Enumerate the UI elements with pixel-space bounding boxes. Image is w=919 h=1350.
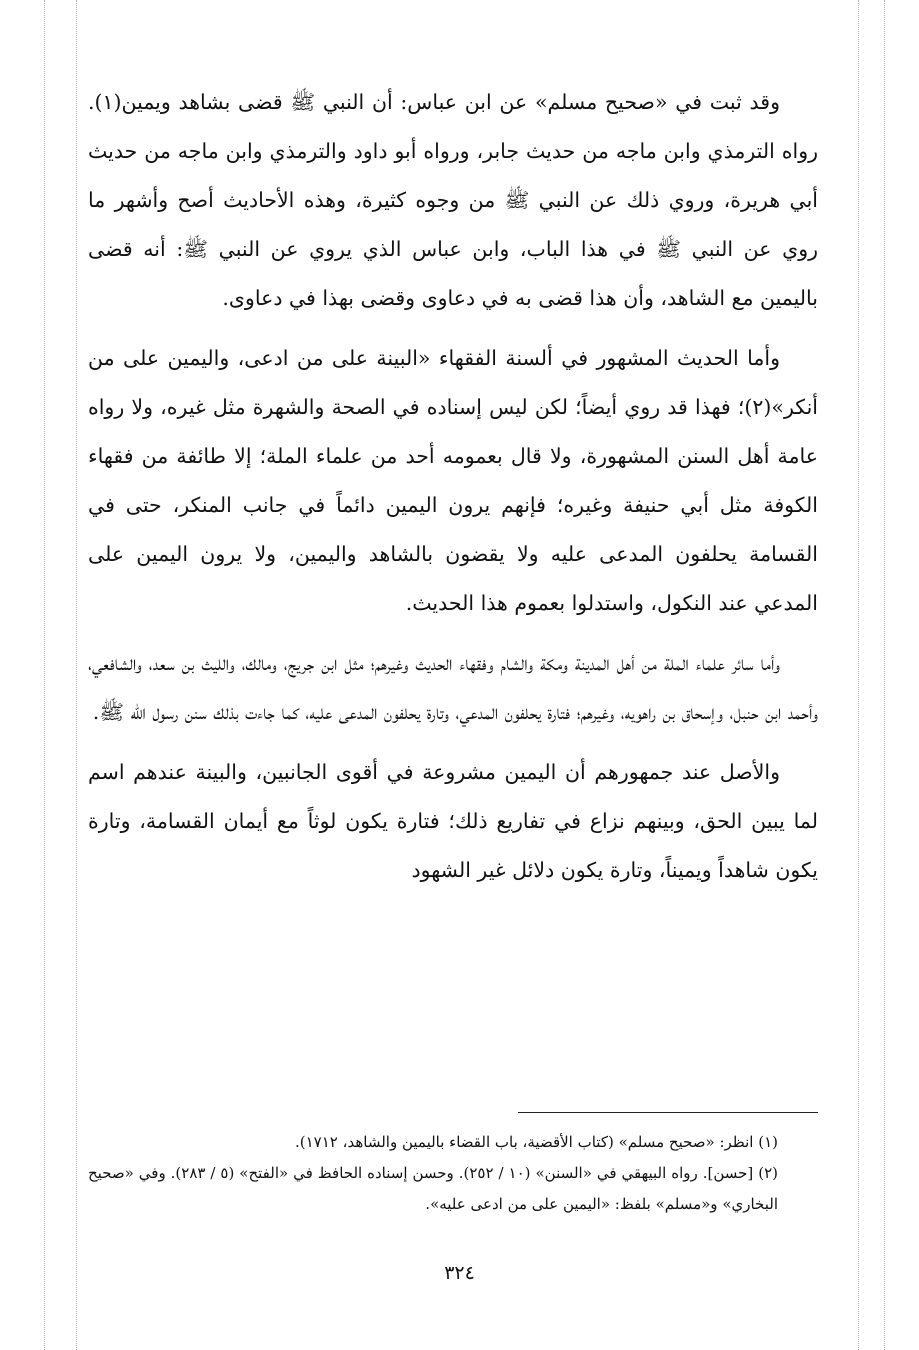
- paragraph-2: وأما الحديث المشهور في ألسنة الفقهاء «البينة على من ادعى، واليمين على من أنكر»(٢)؛ فهذا قد روي أيضاً؛ لكن ليس إسناده في الصحة والشهرة مثل غيره، ولا رواه عامة أهل السنن المشهورة، ولا قال بعمومه أحد من علماء الملة؛ إلا طائفة من فقهاء الكوفة مثل أبي حنيفة وغيره؛ فإنهم يرون اليمين دائماً في جانب المنكر، حتى في القسامة يحلفون المدعى عليه ولا يقضون بالشاهد واليمين، ولا يرون اليمين على المدعي عند النكول، واستدلوا بعموم هذا الحديث.: [88, 346, 818, 615]
- scan-edge-right-outer: [884, 0, 885, 1350]
- paragraph-1: وقد ثبت في «صحيح مسلم» عن ابن عباس: أن النبي ﷺ قضى بشاهد ويمين(١). رواه الترمذي وابن ماجه من حديث جابر، ورواه أبو داود والترمذي وابن ماجه من حديث أبي هريرة، وروي ذلك عن النبي ﷺ من وجوه كثيرة، وهذه الأحاديث أصح وأشهر ما روي عن النبي ﷺ في هذا الباب، وابن عباس الذي يروي عن النبي ﷺ: أنه قضى باليمين مع الشاهد، وأن هذا قضى به في دعاوى وقضى بهذا في دعاوى.: [88, 90, 818, 310]
- footnotes: [88, 1112, 818, 1220]
- footnote-2: (٢) [حسن]. رواه البيهقي في «السنن» (١٠ / ٢٥٢). وحسن إسناده الحافظ في «الفتح» (٥ / ٢٨٣). وفي «صحيح البخاري» و«مسلم» بلفظ: «اليمين على من ادعى عليه».: [88, 1164, 778, 1213]
- scan-edge-right-inner: [858, 0, 859, 1350]
- footnote-1: (١) انظر: «صحيح مسلم» (كتاب الأقضية، باب القضاء باليمين والشاهد، ١٧١٢).: [295, 1133, 778, 1151]
- footnote-separator: [518, 1112, 818, 1113]
- scan-edge-left-inner: [76, 0, 77, 1350]
- paragraph-4: والأصل عند جمهورهم أن اليمين مشروعة في أقوى الجانبين، والبينة عندهم اسم لما يبين الحق، وبينهم نزاع في تفاريع ذلك؛ فتارة يكون لوثاً مع أيمان القسامة، وتارة يكون شاهداً ويميناً، وتارة يكون دلائل غير الشهود: [88, 760, 818, 882]
- page-body: [88, 78, 818, 906]
- paragraph-3: وأما سائر علماء الملة من أهل المدينة ومكة والشام وفقهاء الحديث وغيرهم؛ مثل ابن جريج، ومالك، والليث بن سعد، والشافعي، وأحمد ابن حنبل، وإسحاق بن راهويه، وغيرهم؛ فتارة يحلفون المدعي، وتارة يحلفون المدعى عليه، كما جاءت بذلك سنن رسول الله ﷺ.: [88, 651, 818, 724]
- page-number: ٣٢٤: [444, 1262, 475, 1284]
- scan-edge-left-outer: [44, 0, 45, 1350]
